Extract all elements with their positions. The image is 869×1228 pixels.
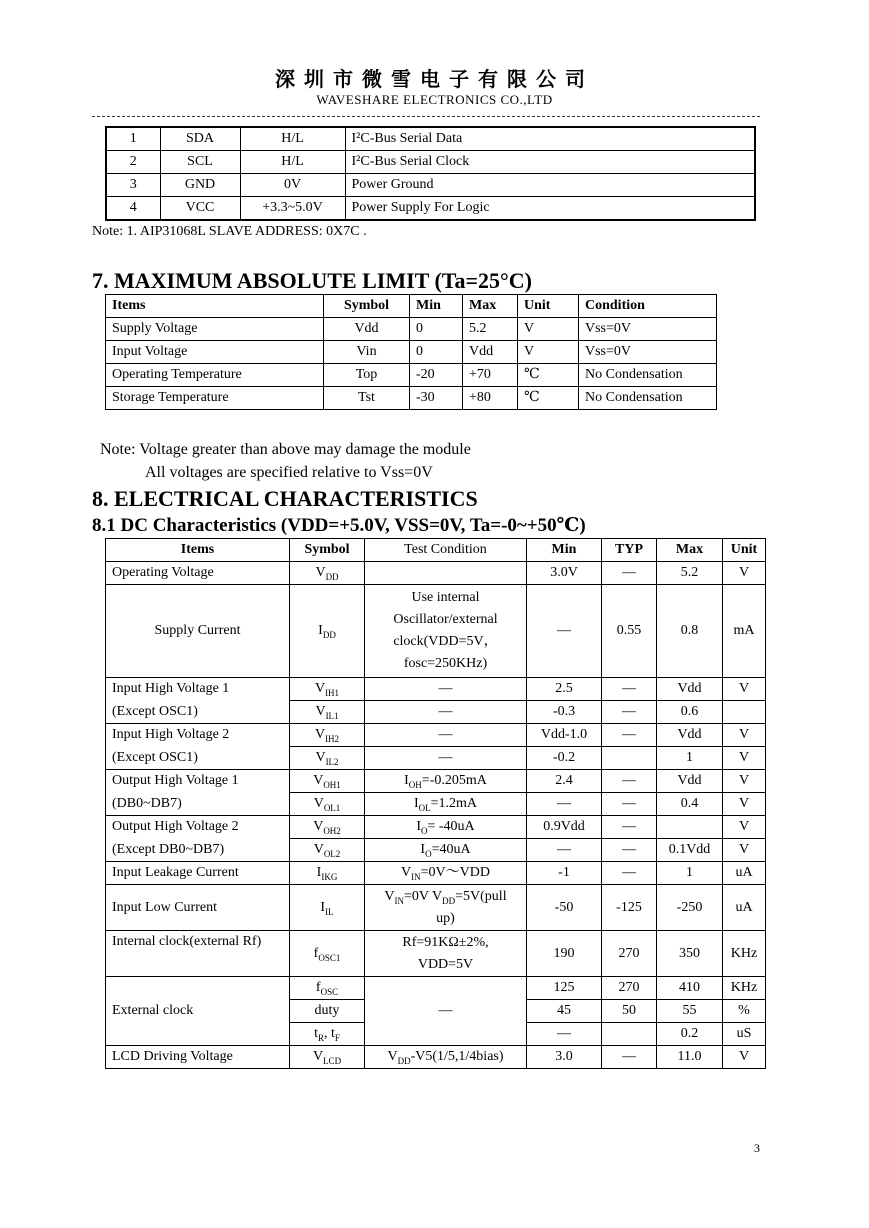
table-row — [106, 341, 717, 364]
table-cell: Input High Voltage 1 — [106, 678, 290, 701]
table-cell: 45 — [527, 1000, 602, 1023]
company-name-en: WAVESHARE ELECTRONICS CO.,LTD — [316, 92, 553, 107]
table-cell: -30 — [410, 387, 463, 410]
table-row — [106, 885, 766, 931]
table-cell: $V_{DD}-V5(1/5,1/4bias)$ — [365, 1046, 527, 1069]
table-cell: — — [365, 701, 527, 724]
table-cell: — — [602, 862, 657, 885]
table-cell: 270 — [602, 931, 657, 977]
condition-line: Use internal — [411, 590, 480, 605]
table-cell — [723, 701, 766, 724]
table-row — [106, 1046, 766, 1069]
table-cell: — — [365, 747, 527, 770]
table-cell: — — [602, 562, 657, 585]
symbol-cell: $V_{IH2}$ — [290, 724, 365, 747]
table-cell: V — [518, 318, 579, 341]
table-cell — [657, 816, 723, 839]
table-cell: Top — [324, 364, 410, 387]
table-cell: KHz — [723, 977, 766, 1000]
column-header: Condition — [579, 295, 717, 318]
column-header: Max — [463, 295, 518, 318]
table-cell: 3.0 — [527, 1046, 602, 1069]
table-cell: 350 — [657, 931, 723, 977]
table-cell: $V_{IN}=0V$ $V_{DD}=5V(pull$ up) — [365, 885, 527, 931]
table-cell: uA — [723, 885, 766, 931]
table-row — [106, 197, 755, 221]
table-row — [106, 701, 766, 724]
table-cell: 0 — [410, 318, 463, 341]
symbol-cell: $V_{DD}$ — [290, 562, 365, 585]
table-row — [106, 747, 766, 770]
symbol-cell: $f_{OSC1}$ — [290, 931, 365, 977]
symbol-cell: $V_{OL1}$ — [290, 793, 365, 816]
table-header-row — [106, 295, 717, 318]
table-cell: $I_O= -40uA$ — [365, 816, 527, 839]
table-cell: 125 — [527, 977, 602, 1000]
table-row — [106, 793, 766, 816]
table-cell: — — [602, 816, 657, 839]
table-cell: 1 — [657, 747, 723, 770]
condition-line: Oscillator/external — [393, 612, 498, 627]
table-cell: V — [723, 839, 766, 862]
table-cell: — — [365, 724, 527, 747]
table-row — [106, 678, 766, 701]
table-cell: 190 — [527, 931, 602, 977]
table-cell: mA — [723, 585, 766, 678]
table-cell: Supply Voltage — [106, 318, 324, 341]
table-cell: — — [602, 839, 657, 862]
table-row — [106, 562, 766, 585]
pin-symbol: SDA — [160, 127, 240, 151]
table-cell: 5.2 — [463, 318, 518, 341]
table-cell: (Except OSC1) — [106, 747, 290, 770]
column-header: Unit — [518, 295, 579, 318]
condition-line: fosc=250KHz) — [403, 656, 488, 671]
pin-note: Note: 1. AIP31068L SLAVE ADDRESS: 0X7C . — [92, 224, 367, 239]
table-cell: KHz — [723, 931, 766, 977]
pin-level: +3.3~5.0V — [240, 197, 345, 221]
table-cell: 0.8 — [657, 585, 723, 678]
table-cell: — — [527, 793, 602, 816]
table-cell: Operating Temperature — [106, 364, 324, 387]
section-8-title: 8. ELECTRICAL CHARACTERISTICS — [92, 486, 478, 511]
column-header: Items — [106, 295, 324, 318]
table-cell: -0.2 — [527, 747, 602, 770]
column-header: Items — [106, 539, 290, 562]
table-cell: Operating Voltage — [106, 562, 290, 585]
table-cell: 1 — [657, 862, 723, 885]
table-cell: — — [602, 724, 657, 747]
table-row — [106, 977, 766, 1000]
table-cell: 0.4 — [657, 793, 723, 816]
table-cell: 0.2 — [657, 1023, 723, 1046]
table-cell: (Except DB0~DB7) — [106, 839, 290, 862]
table-cell: V — [723, 724, 766, 747]
table-cell: Tst — [324, 387, 410, 410]
table-cell: -250 — [657, 885, 723, 931]
pin-symbol: SCL — [160, 151, 240, 174]
table-cell: — — [527, 839, 602, 862]
column-header: Max — [657, 539, 723, 562]
symbol-cell: $V_{LCD}$ — [290, 1046, 365, 1069]
symbol-cell: $t_R$, $t_F$ — [290, 1023, 365, 1046]
table-row — [106, 127, 755, 151]
page-number: 3 — [754, 1141, 760, 1155]
table-cell: V — [723, 816, 766, 839]
condition-line: clock(VDD=5V， — [393, 634, 498, 649]
table-cell: — — [602, 770, 657, 793]
pin-level: H/L — [240, 151, 345, 174]
table-cell: Vdd-1.0 — [527, 724, 602, 747]
table-cell: V — [723, 747, 766, 770]
table-row — [106, 931, 766, 977]
table-cell: — — [365, 678, 527, 701]
table-cell — [365, 931, 527, 977]
table-cell: +80 — [463, 387, 518, 410]
symbol-cell: $V_{OH2}$ — [290, 816, 365, 839]
max-limit-table — [105, 294, 717, 410]
table-cell: Vdd — [324, 318, 410, 341]
table-cell: (DB0~DB7) — [106, 793, 290, 816]
table-cell — [602, 1023, 657, 1046]
table-cell: 2.5 — [527, 678, 602, 701]
table-cell: Output High Voltage 2 — [106, 816, 290, 839]
table-cell: uS — [723, 1023, 766, 1046]
table-cell: — — [527, 1023, 602, 1046]
symbol-cell: $V_{IH1}$ — [290, 678, 365, 701]
pin-table — [105, 126, 756, 221]
table-cell: +70 — [463, 364, 518, 387]
symbol-cell: $V_{IL2}$ — [290, 747, 365, 770]
table-cell: -0.3 — [527, 701, 602, 724]
table-cell: External clock — [106, 977, 290, 1046]
table-cell: 0.9Vdd — [527, 816, 602, 839]
pin-function: Power Supply For Logic — [345, 197, 755, 221]
table-row — [106, 816, 766, 839]
symbol-cell: $f_{OSC}$ — [290, 977, 365, 1000]
table-cell: 0 — [410, 341, 463, 364]
column-header: Min — [527, 539, 602, 562]
table-cell: Vdd — [463, 341, 518, 364]
pin-level: H/L — [240, 127, 345, 151]
table-row — [106, 318, 717, 341]
symbol-cell: $V_{IL1}$ — [290, 701, 365, 724]
table-cell: Vdd — [657, 724, 723, 747]
table-cell: 410 — [657, 977, 723, 1000]
table-cell: $I_{OL}=1.2mA$ — [365, 793, 527, 816]
table-row — [106, 862, 766, 885]
column-header: Unit — [723, 539, 766, 562]
table-cell: (Except OSC1) — [106, 701, 290, 724]
table-cell: Storage Temperature — [106, 387, 324, 410]
table-row — [106, 387, 717, 410]
table-row — [106, 724, 766, 747]
column-header: Test Condition — [365, 539, 527, 562]
table-cell — [365, 585, 527, 678]
pin-function: I²C-Bus Serial Clock — [345, 151, 755, 174]
table-row — [106, 770, 766, 793]
table-cell — [365, 562, 527, 585]
table-cell: Vin — [324, 341, 410, 364]
table-cell: — — [365, 977, 527, 1046]
table-cell: $V_{IN}=0V\sim VDD$ — [365, 862, 527, 885]
column-header: TYP — [602, 539, 657, 562]
table-cell: ℃ — [518, 364, 579, 387]
table-cell: 0.55 — [602, 585, 657, 678]
column-header: Symbol — [324, 295, 410, 318]
header-divider — [92, 116, 760, 117]
table-cell: Input High Voltage 2 — [106, 724, 290, 747]
table-cell: 0.6 — [657, 701, 723, 724]
pin-function: I²C-Bus Serial Data — [345, 127, 755, 151]
table-cell: % — [723, 1000, 766, 1023]
table-cell: Vss=0V — [579, 318, 717, 341]
pin-symbol: GND — [160, 174, 240, 197]
table-cell: No Condensation — [579, 364, 717, 387]
table-cell — [602, 747, 657, 770]
column-header: Symbol — [290, 539, 365, 562]
section-8-1-title: 8.1 DC Characteristics (VDD=+5.0V, VSS=0V, Ta=-0~+50℃) — [92, 515, 586, 536]
table-cell: -50 — [527, 885, 602, 931]
table-cell: 2.4 — [527, 770, 602, 793]
table-cell: Input Low Current — [106, 885, 290, 931]
section-7-title: 7. MAXIMUM ABSOLUTE LIMIT (Ta=25°C) — [92, 268, 532, 293]
table-cell: V — [518, 341, 579, 364]
table-cell: Vdd — [657, 678, 723, 701]
section-7-note: Note: Voltage greater than above may damage the module — [100, 441, 471, 458]
table-row — [106, 585, 766, 678]
section-7-note-2: All voltages are specified relative to Vss=0V — [145, 464, 433, 481]
condition-line: Rf=91KΩ±2%, — [402, 934, 489, 950]
table-cell: Vdd — [657, 770, 723, 793]
table-cell: $I_{OH}=-0.205mA$ — [365, 770, 527, 793]
table-cell: V — [723, 562, 766, 585]
table-cell: 50 — [602, 1000, 657, 1023]
table-cell: No Condensation — [579, 387, 717, 410]
symbol-cell: $V_{OH1}$ — [290, 770, 365, 793]
table-cell: Output High Voltage 1 — [106, 770, 290, 793]
table-cell: — — [527, 585, 602, 678]
table-cell: — — [602, 1046, 657, 1069]
table-row — [106, 174, 755, 197]
table-row — [106, 364, 717, 387]
table-cell: 0.1Vdd — [657, 839, 723, 862]
column-header: Min — [410, 295, 463, 318]
pin-number: 2 — [106, 151, 160, 174]
table-cell: V — [723, 770, 766, 793]
table-cell: 5.2 — [657, 562, 723, 585]
table-cell: 55 — [657, 1000, 723, 1023]
dc-characteristics-table — [105, 538, 766, 1069]
table-cell: $I_O=40uA$ — [365, 839, 527, 862]
table-cell: 3.0V — [527, 562, 602, 585]
pin-number: 3 — [106, 174, 160, 197]
table-cell: Internal clock(external Rf) — [106, 931, 290, 977]
table-cell: -1 — [527, 862, 602, 885]
table-cell: V — [723, 678, 766, 701]
table-cell: V — [723, 793, 766, 816]
condition-line: VDD=5V — [417, 956, 474, 972]
symbol-cell: $I_{IL}$ — [290, 885, 365, 931]
pin-number: 1 — [106, 127, 160, 151]
company-name-cn: 深圳市微雪电子有限公司 — [275, 67, 594, 91]
table-cell: -20 — [410, 364, 463, 387]
pin-function: Power Ground — [345, 174, 755, 197]
table-cell: Supply Current — [106, 585, 290, 678]
table-cell: Vss=0V — [579, 341, 717, 364]
pin-symbol: VCC — [160, 197, 240, 221]
symbol-cell: $V_{OL2}$ — [290, 839, 365, 862]
table-cell: — — [602, 678, 657, 701]
table-cell: 11.0 — [657, 1046, 723, 1069]
symbol-cell: $I_{DD}$ — [290, 585, 365, 678]
table-cell: uA — [723, 862, 766, 885]
symbol-cell: duty — [290, 1000, 365, 1023]
condition-line: up) — [436, 910, 455, 926]
table-cell: Input Leakage Current — [106, 862, 290, 885]
table-cell: V — [723, 1046, 766, 1069]
table-header-row — [106, 539, 766, 562]
symbol-cell: $I_{IKG}$ — [290, 862, 365, 885]
table-cell: LCD Driving Voltage — [106, 1046, 290, 1069]
pin-number: 4 — [106, 197, 160, 221]
table-cell: 270 — [602, 977, 657, 1000]
table-cell: ℃ — [518, 387, 579, 410]
table-cell: — — [602, 793, 657, 816]
pin-level: 0V — [240, 174, 345, 197]
table-cell: Input Voltage — [106, 341, 324, 364]
table-row — [106, 151, 755, 174]
table-cell: -125 — [602, 885, 657, 931]
table-cell: — — [602, 701, 657, 724]
table-row — [106, 839, 766, 862]
